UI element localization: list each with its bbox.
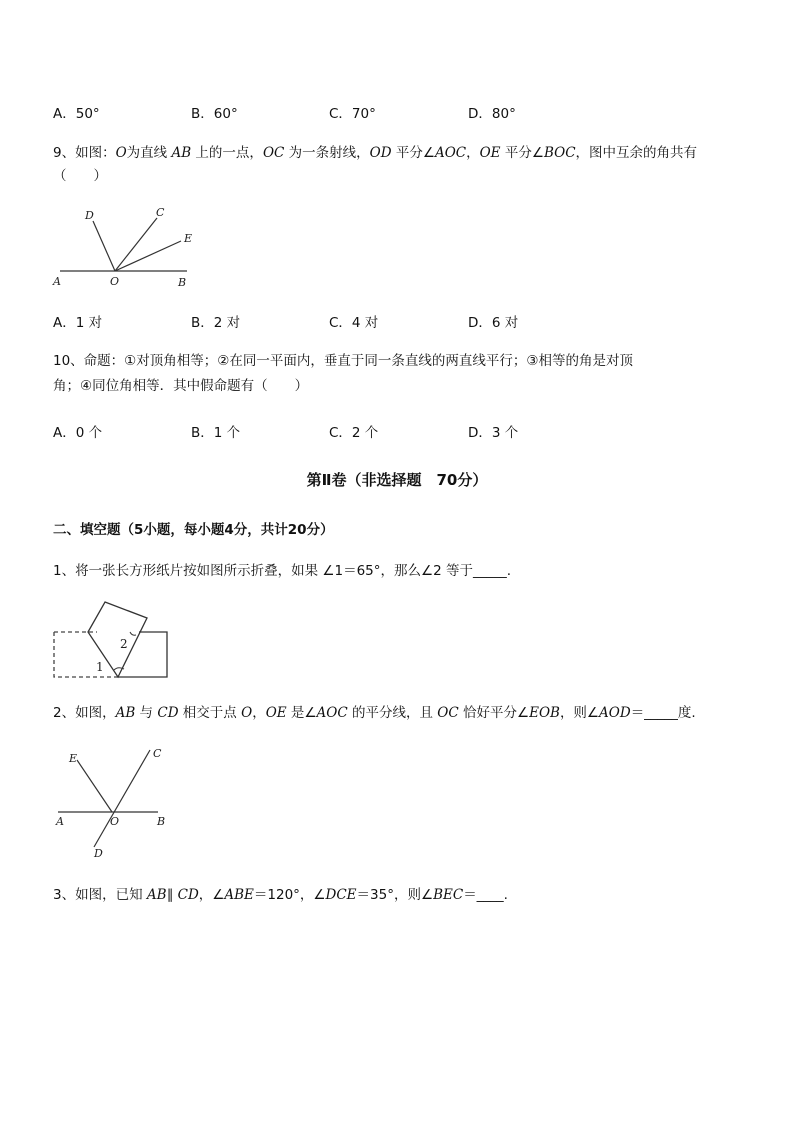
text: ＝____. — [463, 887, 508, 903]
text: 恰好平分∠ — [458, 705, 530, 721]
var: CD — [157, 705, 179, 721]
text: 上的一点， — [191, 145, 263, 161]
var: CD — [177, 887, 199, 903]
var: DCE — [325, 887, 357, 903]
ray-oe — [77, 760, 112, 812]
ray-oc — [115, 218, 157, 271]
var: EOB — [529, 705, 560, 721]
q9-stem-line1 — [53, 143, 697, 163]
q9-option-c: C．4 对 — [329, 315, 379, 331]
text: ， — [466, 145, 480, 161]
label-c: C — [156, 206, 165, 219]
var: O — [115, 145, 127, 161]
angle-2-arc — [130, 632, 136, 635]
var: ABE — [224, 887, 254, 903]
text: ∥ — [166, 887, 178, 903]
var: BEC — [433, 887, 464, 903]
label-d: D — [94, 847, 103, 860]
section-2-title: 第Ⅱ卷（非选择题 70分） — [306, 471, 488, 489]
label-angle-2: 2 — [120, 637, 128, 651]
ray-od — [93, 221, 115, 271]
var: BOC — [543, 145, 576, 161]
label-e: E — [184, 232, 193, 245]
var: AB — [115, 705, 136, 721]
text: 为直线 — [126, 145, 172, 161]
q10-option-a: A．0 个 — [53, 425, 103, 441]
q10-option-d: D．3 个 — [468, 425, 519, 441]
ray-oe — [115, 241, 181, 271]
q10-option-c: C．2 个 — [329, 425, 379, 441]
var: AOC — [316, 705, 348, 721]
f2-stem — [53, 703, 696, 723]
q9-figure — [50, 203, 200, 293]
q8-option-a: A．50° — [53, 106, 100, 122]
q9-option-b: B．2 对 — [191, 315, 241, 331]
angle-1-arc — [114, 668, 124, 670]
label-d: D — [85, 209, 94, 222]
text: 3、如图，已知 — [53, 887, 147, 903]
label-o: O — [110, 275, 120, 288]
text: 相交于点 — [178, 705, 242, 721]
q9-option-a: A．1 对 — [53, 315, 103, 331]
f3-stem — [53, 885, 508, 905]
var: AOD — [599, 705, 631, 721]
q10-option-b: B．1 个 — [191, 425, 241, 441]
q8-option-c: C．70° — [329, 106, 376, 122]
label-b: B — [178, 276, 187, 289]
var: AB — [146, 887, 167, 903]
f2-figure — [50, 742, 180, 862]
var: OD — [369, 145, 392, 161]
label-c: C — [153, 747, 162, 760]
q10-stem-line2: 角；④同位角相等．其中假命题有（ ） — [53, 378, 309, 394]
var: AOC — [434, 145, 467, 161]
q8-option-b: B．60° — [191, 106, 238, 122]
text: ＝35°，则∠ — [356, 887, 434, 903]
text: 2、如图， — [53, 705, 116, 721]
q9-option-d: D．6 对 — [468, 315, 519, 331]
text: ＝120°，∠ — [253, 887, 326, 903]
q10-stem-line1: 10、命题：①对顶角相等；②在同一平面内，垂直于同一条直线的两直线平行；③相等的角是对顶 — [53, 353, 633, 369]
text: ，则∠ — [559, 705, 600, 721]
q8-option-d: D．80° — [468, 106, 516, 122]
text: 是∠ — [286, 705, 317, 721]
label-o: O — [110, 815, 120, 828]
var: O — [241, 705, 253, 721]
var: OE — [479, 145, 501, 161]
text: 平分∠ — [391, 145, 435, 161]
text: ， — [252, 705, 266, 721]
label-b: B — [157, 815, 166, 828]
q9-stem-line2: （ ） — [53, 168, 107, 184]
text: 为一条射线， — [284, 145, 370, 161]
f1-figure — [48, 598, 178, 682]
var: OC — [437, 705, 459, 721]
text: ，∠ — [198, 887, 225, 903]
label-a: A — [56, 815, 64, 828]
label-angle-1: 1 — [96, 660, 104, 674]
f1-stem: 1、将一张长方形纸片按如图所示折叠，如果 ∠1＝65°，那么∠2 等于_____. — [53, 563, 512, 579]
dashed-original-edge — [54, 632, 118, 677]
var: OC — [262, 145, 285, 161]
text: ＝_____度. — [630, 705, 696, 721]
label-a: A — [53, 275, 61, 288]
label-e: E — [69, 752, 78, 765]
text: ，图中互余的角共有 — [575, 145, 698, 161]
text: 9、如图： — [53, 145, 116, 161]
part-2-heading: 二、填空题（5小题，每小题4分，共计20分） — [53, 522, 334, 538]
text: 平分∠ — [500, 145, 544, 161]
var: OE — [265, 705, 287, 721]
text: 与 — [135, 705, 158, 721]
text: 的平分线，且 — [347, 705, 438, 721]
var: AB — [171, 145, 192, 161]
